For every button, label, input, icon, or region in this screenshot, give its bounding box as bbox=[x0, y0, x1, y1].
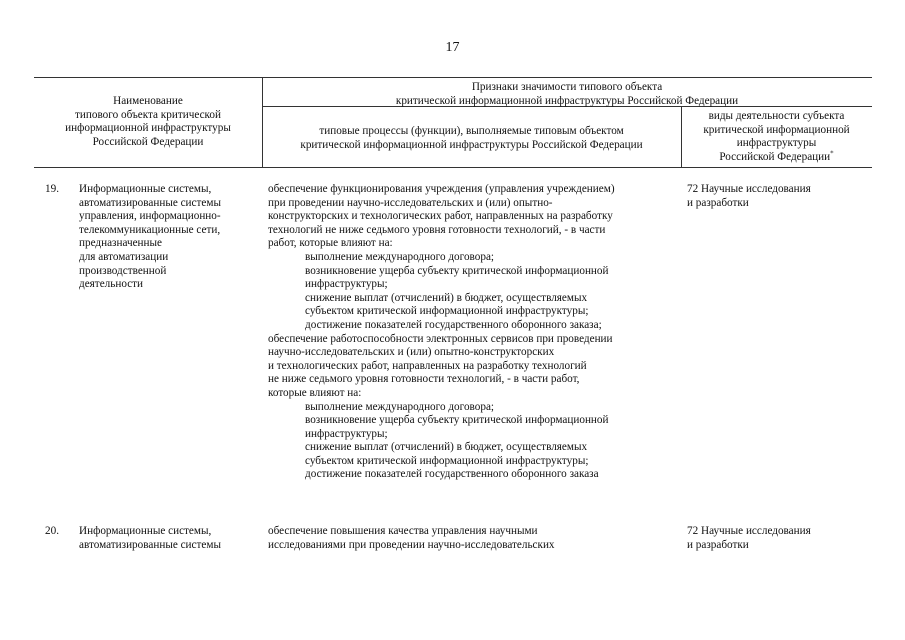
activity-type: 72 Научные исследования и разработки bbox=[687, 183, 811, 209]
process-line: снижение выплат (отчислений) в бюджет, осуществляемых bbox=[305, 441, 588, 454]
process-line: технологий не ниже седьмого уровня готовности технологий, - в части bbox=[268, 223, 606, 236]
footnote-marker: * bbox=[830, 149, 834, 158]
process-line: субъектом критической информационной инфраструктуры; bbox=[305, 305, 589, 318]
row-number: 19. bbox=[45, 183, 59, 195]
process-line: снижение выплат (отчислений) в бюджет, осуществляемых bbox=[305, 291, 588, 304]
process-line: при проведении научно-исследовательских и (или) опытно- bbox=[268, 196, 553, 209]
row-number: 20. bbox=[45, 525, 59, 537]
process-line: обеспечение функционирования учреждения (управления учреждением) bbox=[268, 183, 615, 195]
process-line: и технологических работ, направленных на разработку технологий bbox=[268, 359, 587, 372]
process-line: выполнение международного договора; bbox=[305, 250, 495, 263]
typical-processes-text bbox=[268, 183, 680, 482]
process-line: возникновение ущерба субъекту критической информационной bbox=[305, 264, 609, 277]
process-line: исследованиями при проведении научно-исследовательских bbox=[268, 538, 555, 551]
process-line: научно-исследовательских и (или) опытно-конструкторских bbox=[268, 346, 555, 359]
process-line: которые влияют на: bbox=[268, 386, 362, 399]
process-line: обеспечение повышения качества управления научными bbox=[268, 525, 538, 537]
process-line: конструкторских и технологических работ, направленных на разработку bbox=[268, 210, 613, 223]
process-line: возникновение ущерба субъекту критической информационной bbox=[305, 414, 609, 427]
header-typical-processes: типовые процессы (функции), выполняемые типовым объектом критической информационной инфраструктуры Российской Федерации bbox=[300, 125, 643, 151]
header-activity-types: виды деятельности субъекта критической информационной инфраструктуры Российской Федерации* bbox=[703, 110, 850, 163]
process-line: выполнение международного договора; bbox=[305, 400, 495, 413]
process-line: достижение показателей государственного оборонного заказа; bbox=[305, 318, 602, 331]
typical-processes-text bbox=[268, 525, 680, 552]
process-line: инфраструктуры; bbox=[305, 427, 388, 440]
object-name: Информационные системы, автоматизированные системы bbox=[79, 525, 221, 551]
activity-type: 72 Научные исследования и разработки bbox=[687, 525, 811, 551]
process-line: достижение показателей государственного оборонного заказа bbox=[305, 468, 599, 481]
page-number: 17 bbox=[445, 40, 460, 55]
process-line: инфраструктуры; bbox=[305, 278, 388, 291]
process-line: не ниже седьмого уровня готовности технологий, - в части работ, bbox=[268, 373, 580, 386]
process-line: работ, которые влияют на: bbox=[268, 237, 393, 250]
header-significance-group: Признаки значимости типового объекта критической информационной инфраструктуры Российской Федерации bbox=[395, 81, 739, 107]
process-line: субъектом критической информационной инфраструктуры; bbox=[305, 454, 589, 467]
header-bottom-rule bbox=[34, 167, 872, 168]
process-line: обеспечение работоспособности электронных сервисов при проведении bbox=[268, 332, 613, 345]
object-name: Информационные системы, автоматизированные системы управления, информационно- телекоммуникационные сети, предназначенные для автоматизации производственной деятельности bbox=[79, 183, 221, 291]
table-top-rule bbox=[34, 77, 872, 78]
header-object-name: Наименование типового объекта критической информационной инфраструктуры Российской Федерации bbox=[65, 95, 231, 148]
